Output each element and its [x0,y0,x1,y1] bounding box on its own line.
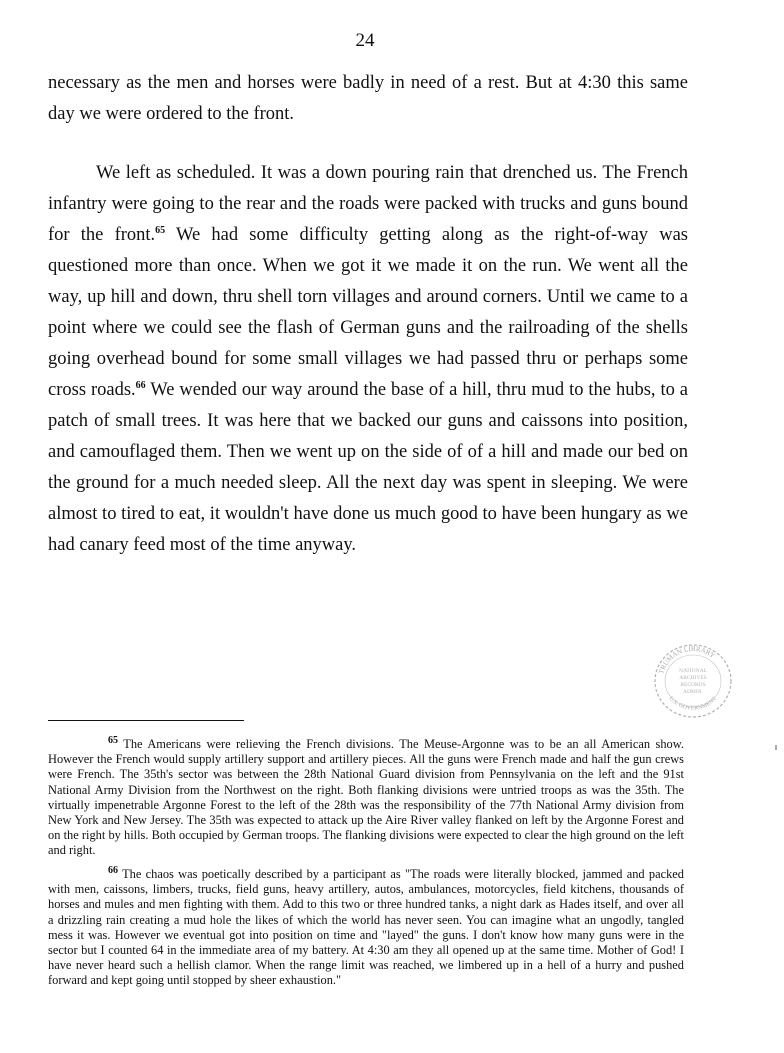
paragraph-2-text-3: We wended our way around the base of a hill, thru mud to the hubs, to a patch of small trees. It was here that we backed our guns and caissons into position, and camouflaged them. Then we went up on the side of of a hill and made our bed on the ground for a much needed sleep. All the next day was spent in sleeping. We were almost to tired to eat, it wouldn't have done us much good to have been hungary as we had canary feed most of the time anyway. [48,380,688,555]
footnote-number: 66 [108,864,118,876]
footnote-text: The Americans were relieving the French divisions. The Meuse-Argonne was to be an all American show. However the French would supply artillery support and artillery pieces. All the guns were French made and half the gun crews were French. The 35th's sector was between the 28th National Guard division from Pennsylvania on the left and the 91st National Army Division from the Northwest on the right. Both flanking divisions were untried troops as was the 35th. The virtually impenetrable Argonne Forest to the left of the 28th was the responsibility of the 77th National Army division from New York and New Jersey. The 35th was expected to attack up the Aire River valley flanked on left by the Argonne Forest and on the right by hills. Both occupied by German troops. The flanking divisions were expected to clear the high ground on the left and right. [48,737,684,858]
footnote-65 [48,734,684,859]
scan-edge-mark [775,745,777,750]
svg-text:ARCHIVES: ARCHIVES [679,675,707,681]
footnote-number: 65 [108,734,118,746]
paragraph-2 [48,158,688,561]
paragraph-1-text: necessary as the men and horses were badly in need of a rest. But at 4:30 this same day we were ordered to the front. [48,73,688,124]
footnote-text: The chaos was poetically described by a participant as "The roads were literally blocked, jammed and packed with men, caissons, limbers, trucks, field guns, heavy artillery, autos, ambulances, motorcycles, field kitchens, thousands of horses and mules and men fighting with them. Add to this two or three hundred tanks, a night dark as Hades itself, and over all a drizzling rain creating a mud hole the likes of which the world has never seen. You can imagine what an ungodly, tangled mess it was. However we eventual got into position on time and "layed" the guns. I don't know how many guns were in the sector but I counted 64 in the immediate area of my battery. At 4:30 am they all opened up at the same time. Mother of God! I have never heard such a hellish clamor. When the range limit was reached, we limbered up in a hell of a hurry and pushed forward and kept going until stopped by sheer exhaustion." [48,867,684,988]
footnote-separator [48,720,244,721]
paragraph-2-text-2: We had some difficulty getting along as the right-of-way was questioned more than once. When we got it we made it on the run. We went all the way, up hill and down, thru shell torn villages and around corners. Until we came to a point where we could see the flash of German guns and the railroading of the shells going overhead bound for some small villages we had passed thru or perhaps some cross roads. [48,225,688,400]
footnote-ref-66: 66 [135,379,146,391]
paragraph-1 [48,68,688,130]
svg-text:RECORDS: RECORDS [680,682,706,688]
svg-text:ADMIN.: ADMIN. [682,689,704,695]
svg-text:U.S. GOVERNMENT: U.S. GOVERNMENT [667,695,719,712]
svg-text:NATIONAL: NATIONAL [679,668,707,674]
paragraph-2-text-1: We left as scheduled. It was a down pouring rain that drenched us. The French infantry were going to the rear and the roads were packed with trucks and guns bound for the front. [48,163,688,245]
archive-stamp-seal [648,636,738,722]
svg-text:TRUMAN LIBRARY: TRUMAN LIBRARY [657,644,717,675]
footnote-66 [48,864,684,989]
footnote-ref-65: 65 [155,224,166,236]
page-number: 24 [355,30,375,51]
